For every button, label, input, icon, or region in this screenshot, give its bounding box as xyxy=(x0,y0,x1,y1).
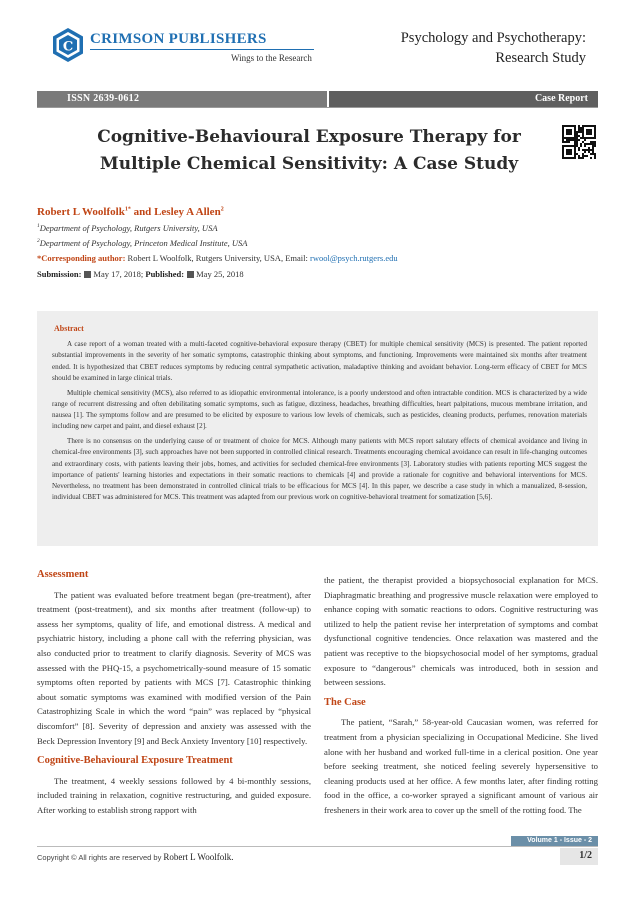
article-title xyxy=(60,124,558,178)
qr-code-icon[interactable] xyxy=(562,125,596,159)
article-type-text: Case Report xyxy=(534,93,588,104)
abstract-heading: Abstract xyxy=(54,324,84,333)
affiliation-1: $^1$Department of Psychology, Rutgers University, USA xyxy=(37,223,218,233)
journal-name-line1: Psychology and Psychotherapy: xyxy=(400,30,586,46)
page-number: 1/2 xyxy=(579,850,592,861)
copyright-text: Copyright © All rights are reserved by xyxy=(37,853,164,862)
logo-divider xyxy=(90,49,314,50)
submission-date: May 17, 2018; xyxy=(93,269,144,279)
body-paragraph: the patient, the therapist provided a biopsychosocial explanation for MCS. Diaphragmatic breathing and progressive muscle relaxation were employed to enhance coping with somatic reactions to odors. Cognitive restructuring was utilized to help the patient revise her interpretation of symptoms and combat dysfunctional cognitive tendencies. Once relaxation was mastered and the patient was receptive to the biopsychosocial model of her symptoms, gradual exposure to “dangerous” chemicals was introduced, both in session and between sessions. xyxy=(324,575,598,688)
section-heading-cbet: Cognitive-Behavioural Exposure Treatment xyxy=(37,755,233,767)
article-title-line2: Multiple Chemical Sensitivity: A Case Study xyxy=(99,154,519,174)
corresponding-text: Robert L Woolfolk, Rutgers University, USA, Email: xyxy=(125,253,310,263)
svg-text:C: C xyxy=(62,39,74,55)
section-heading-assessment: Assessment xyxy=(37,569,89,580)
body-column-left xyxy=(37,562,311,818)
publisher-name: CRIMSON PUBLISHERS xyxy=(90,31,267,47)
abstract-box xyxy=(37,311,598,546)
calendar-icon xyxy=(187,271,194,278)
crimson-hexagon-icon xyxy=(52,27,84,63)
abstract-paragraph: A case report of a woman treated with a multi-faceted cognitive-behavioral exposure therapy (CBET) for multiple chemical sensitivity (MCS) is presented. The patient reported substantial improvements in the severity of her somatic symptoms, catastrophic thinking about symptoms, and functioning. Improvements were maintained six months after treatment ended. It is hypothesized that CBET reduces symptoms by reducing central sympathetic activation, maladaptive thinking and avoidant behavior. Long-term efficacy of CBET for MCS should be examined in large clinical trials. xyxy=(52,340,587,382)
author-2-sup: 2 xyxy=(220,206,224,213)
submission-label: Submission: xyxy=(37,269,82,279)
calendar-icon xyxy=(84,271,91,278)
journal-name xyxy=(401,28,586,68)
article-title-line1: Cognitive-Behavioural Exposure Therapy for xyxy=(97,127,521,147)
body-paragraph: The treatment, 4 weekly sessions followed by 4 bi-monthly sessions, included training in relaxation, cognitive restructuring, and guided exposure. After working to establish strong rapport with xyxy=(37,775,311,815)
corresponding-email-link[interactable]: rwool@psych.rutgers.edu xyxy=(309,253,398,263)
body-paragraph: The patient was evaluated before treatment began (pre-treatment), after treatment (post-treatment), and six months after treatment (follow-up) to assess her symptoms, quality of life, and emotional distress. A medical and psychiatric history, including a phone call with the referring physician, was also conducted prior to treatment to clarify diagnosis. Severity of MCS was assessed with the PHQ-15, a psychometrically-sound measure of 15 somatic symptoms often reported by patients with MCS [7]. Catastrophic thinking about somatic symptoms was examined with modified version of the Pain Catastrophizing Scale in which the word “pain” was replaced by “physical discomfort” [8]. Severity of depression and anxiety was assessed with the Beck Depression Inventory [9] and Beck Anxiety Inventory [10] respectively. xyxy=(37,589,311,746)
copyright-holder: Robert L Woolfolk. xyxy=(163,852,234,862)
banner-rule xyxy=(37,107,598,108)
corresponding-label: *Corresponding author: xyxy=(37,253,126,263)
published-label: Published: xyxy=(145,269,185,279)
issn-text: ISSN 2639-0612 xyxy=(67,93,140,104)
journal-name-line2: Research Study xyxy=(495,50,586,66)
abstract-paragraph: Multiple chemical sensitivity (MCS), also referred to as idiopathic environmental intolerance, is a poorly understood and often intractable condition. MCS is characterized by a wide range of recurrent distressing and often debilitating somatic symptoms, such as fatigue, dizziness, headaches, breathing difficulties, heart palpitations, mucous membrane irritation, and nausea [1]. The symptoms follow and are presumed to be elicited by exposure to various low levels of chemicals, such as pesticides, cleaning products, perfumes, renovation materials including new carpet and paint, and diesel exhaust [2]. xyxy=(52,388,587,431)
submission-dates xyxy=(37,269,244,279)
author-list xyxy=(37,206,224,218)
issn-banner xyxy=(37,91,327,107)
section-heading-case: The Case xyxy=(324,696,366,708)
author-1-sup: 1* xyxy=(124,206,131,213)
footer-rule xyxy=(37,846,598,847)
volume-text: Volume 1 - Issue - 2 xyxy=(527,837,592,844)
corresponding-author xyxy=(37,253,398,263)
published-date: May 25, 2018 xyxy=(196,269,244,279)
publisher-tagline: Wings to the Research xyxy=(231,53,312,63)
publisher-logo xyxy=(52,27,312,87)
page-number-box xyxy=(560,848,598,865)
author-joiner: and xyxy=(130,206,155,218)
body-column-right xyxy=(324,573,598,818)
volume-badge xyxy=(511,836,598,846)
affiliation-2: $^2$Department of Psychology, Princeton Medical Institute, USA xyxy=(37,238,248,248)
abstract-paragraph: There is no consensus on the underlying cause of or treatment of choice for MCS. Although many patients with MCS report salutary effects of chemical avoidance and living in chemical-free environments [3], such approaches have not been supported in controlled clinical research. Treatments encouraging chemical avoidance can result in life-changing outcomes and extraordinary costs, with patients leaving their jobs, homes, and activities for secluded chemical-free environments [3]. Laboratory studies with patients reporting MCS suggest the importance of patients' learning histories and expectations in their somatic reactions to chemicals [4] and provide a rationale for cognitive and behavioral interventions for MCS. Nevertheless, no treatment has been demonstrated in controlled clinical trials to be efficacious for MCS [4]. In this paper, we describe a case study in which a manualized, 8-session, individual CBET was administered for MCS. This treatment was adapted from our previous work on cognitive-behavioral treatment for somatization [5,6]. xyxy=(52,437,587,502)
body-paragraph: The patient, “Sarah,” 58-year-old Caucasian women, was referred for treatment from a physician specializing in Occupational Medicine. She lived alone with her husband and worked full-time in a clerical position. One year before seeking treatment, she noticed feeling severely hypersensitive to cleaning products used at her office. A few months later, after finding rotting food in the office, a co-worker sprayed a significant amount of various air fresheners in their work area to cover up the smell of the rotting food. The xyxy=(324,717,598,815)
author-1: Robert L Woolfolk xyxy=(37,206,125,218)
copyright-notice xyxy=(37,852,233,862)
author-2: Lesley A Allen xyxy=(154,206,221,218)
article-type-banner xyxy=(329,91,598,107)
abstract-body xyxy=(52,339,587,507)
